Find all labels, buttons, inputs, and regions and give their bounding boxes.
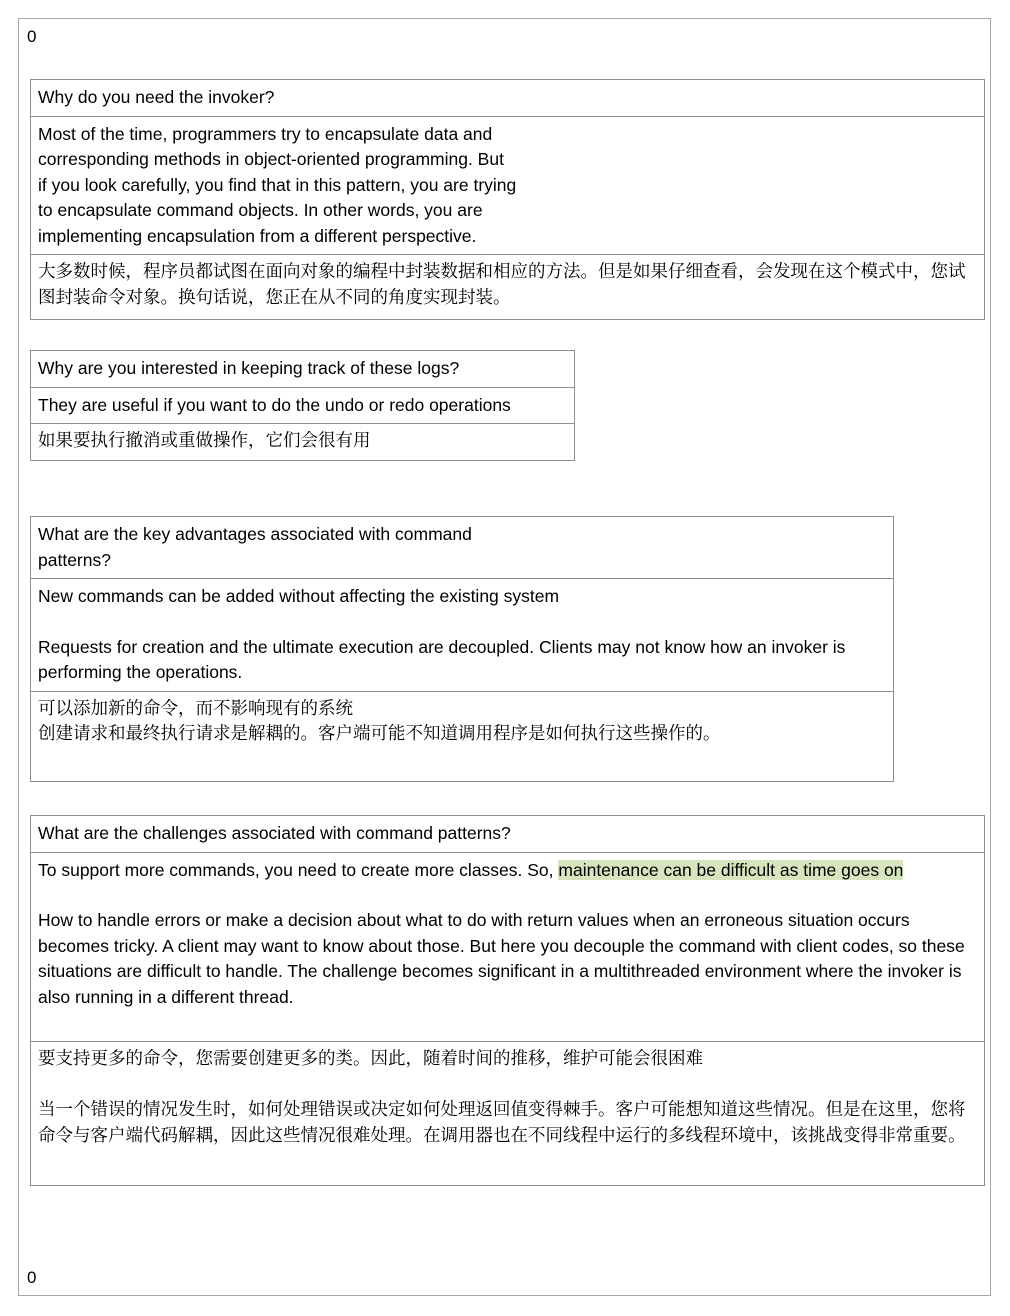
answer-line: corresponding methods in object-oriented programming. But <box>38 149 504 169</box>
translation-text: 大多数时候，程序员都试图在面向对象的编程中封装数据和相应的方法。但是如果仔细查看，会发现在这个模式中，您试图封装命令对象。换句话说，您正在从不同的角度实现封装。 <box>38 262 966 308</box>
question-text: Why do you need the invoker? <box>38 87 275 107</box>
paragraph-gap <box>38 1072 977 1098</box>
translation-cell <box>31 691 894 781</box>
paragraph-gap <box>38 610 886 635</box>
answer-line: implementing encapsulation from a different perspective. <box>38 225 477 246</box>
question-cell <box>31 351 575 388</box>
answer-paragraph: How to handle errors or make a decision about what to do with return values when an erroneous situation occurs becomes tricky. A client may want to know about those. But here you decouple the command with client codes, so these situations are difficult to handle. The challenge becomes significant in a multithreaded environment where the invoker is also running in a different thread. <box>38 910 965 1007</box>
question-text: What are the key advantages associated with command patterns? <box>38 524 472 570</box>
answer-paragraph: New commands can be added without affecting the existing system <box>38 586 560 606</box>
paragraph-gap <box>38 883 977 908</box>
answer-paragraph <box>38 858 977 884</box>
translation-line: 可以添加新的命令，而不影响现有的系统 <box>38 698 353 719</box>
answer-text: To support more commands, you need to create more classes. So, <box>38 859 559 880</box>
answer-cell <box>31 387 575 424</box>
flashcard-invoker <box>30 79 985 320</box>
answer-cell <box>31 579 894 692</box>
flashcard-challenges <box>30 815 985 1186</box>
translation-paragraph: 要支持更多的命令，您需要创建更多的类。因此，随着时间的推移，维护可能会很困难 <box>38 1048 703 1069</box>
answer-line: if you look carefully, you find that in this pattern, you are trying <box>38 174 517 195</box>
question-text: What are the challenges associated with command patterns? <box>38 823 511 843</box>
footer-page-number: 0 <box>27 1268 37 1287</box>
flashcard-logs <box>30 350 575 461</box>
translation-cell <box>31 424 575 461</box>
header-page-number: 0 <box>27 27 37 46</box>
question-cell <box>31 816 985 853</box>
answer-text: They are useful if you want to do the undo or redo operations <box>38 394 511 415</box>
translation-cell <box>31 255 985 320</box>
answer-line: Most of the time, programmers try to encapsulate data and <box>38 123 493 144</box>
translation-line: 创建请求和最终执行请求是解耦的。客户端可能不知道调用程序是如何执行这些操作的。 <box>38 724 721 744</box>
answer-cell <box>31 852 985 1041</box>
question-text: Why are you interested in keeping track of these logs? <box>38 358 460 378</box>
question-cell <box>31 80 985 117</box>
answer-paragraph: Requests for creation and the ultimate execution are decoupled. Clients may not know how an invoker is performing the operations. <box>38 636 846 682</box>
translation-text: 如果要执行撤消或重做操作，它们会很有用 <box>38 431 371 451</box>
translation-cell <box>31 1041 985 1185</box>
highlighted-text: maintenance can be difficult as time goes on <box>558 859 904 880</box>
translation-paragraph: 当一个错误的情况发生时，如何处理错误或决定如何处理返回值变得棘手。客户可能想知道这些情况。但是在这里，您将命令与客户端代码解耦，因此这些情况很难处理。在调用器也在不同线程中运行的多线程环境中，该挑战变得非常重要。 <box>38 1100 966 1146</box>
answer-line: to encapsulate command objects. In other words, you are <box>38 200 483 220</box>
answer-cell <box>31 116 985 255</box>
flashcard-advantages <box>30 516 894 782</box>
question-cell <box>31 517 894 579</box>
